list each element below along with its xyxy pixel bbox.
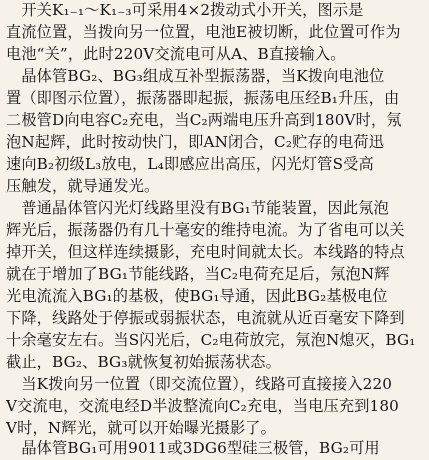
text-line-7: 泡N起辉，此时按动快门，即AN闭合，C₂贮存的电荷迅 [6, 134, 385, 151]
text-line-17: 截止，BG₂、BG₃就恢复初始振荡状态。 [6, 354, 281, 371]
text-line-14: 光电流流入BG₁的基极，使BG₁导通，因此BG₂基极电位 [6, 288, 388, 305]
text-line-4: 晶体管BG₂、BG₃组成互补型振荡器，当K拨向电池位 [6, 68, 385, 85]
text-line-18: 当K拨向另一位置（即交流位置），线路可直接接入220 [6, 376, 393, 393]
text-line-12: 掉开关，但这样连续摄影，充电时间就太长。本线路的特点 [6, 244, 405, 261]
text-line-9: 压触发，就导通发光。 [6, 178, 160, 195]
text-line-15: 下降，线路处于停振或弱振状态，电流就从近百毫安下降到 [6, 310, 405, 327]
text-line-2: 直流位置，当拨向另一位置，电池E被切断，此位置可作为 [6, 24, 401, 41]
text-line-16: 十余毫安左右。当S闪光后，C₂电荷放完，氖泡N熄灭，BG₁ [6, 332, 416, 349]
text-line-13: 就在于增加了BG₁节能线路，当C₂电荷充足后，氖泡N辉 [6, 266, 390, 283]
text-line-11: 辉光后，振荡器仍有几十毫安的维持电流。为了省电可以关 [6, 222, 405, 239]
text-line-6: 二极管D向电容C₂充电，当C₂两端电压升高到180V时，氖 [6, 112, 402, 129]
text-line-3: 电池“关”，此时220V交流电可从A、B直接输入。 [6, 46, 346, 63]
text-line-10: 普通晶体管闪光灯线路里没有BG₁节能装置，因此氖泡 [6, 200, 389, 217]
text-line-1: 开关K₁₋₁～K₁₋₃可采用4×2拨动式小开关，图示是 [6, 2, 364, 19]
text-line-20: V时，N辉光，就可以开始曝光摄影了。 [6, 420, 276, 437]
text-line-21: 晶体管BG₁可用9011或3DG6型硅三极管，BG₂可用 [6, 440, 380, 457]
text-line-19: V交流电，交流电经D半波整流向C₂充电，当电压充到180 [6, 398, 399, 415]
text-line-5: 置（即图示位置），振荡器即起振，振荡电压经B₁升压，由 [6, 90, 400, 107]
text-line-8: 速向B₂初级L₃放电，L₄即感应出高压，闪光灯管S受高 [6, 156, 374, 173]
